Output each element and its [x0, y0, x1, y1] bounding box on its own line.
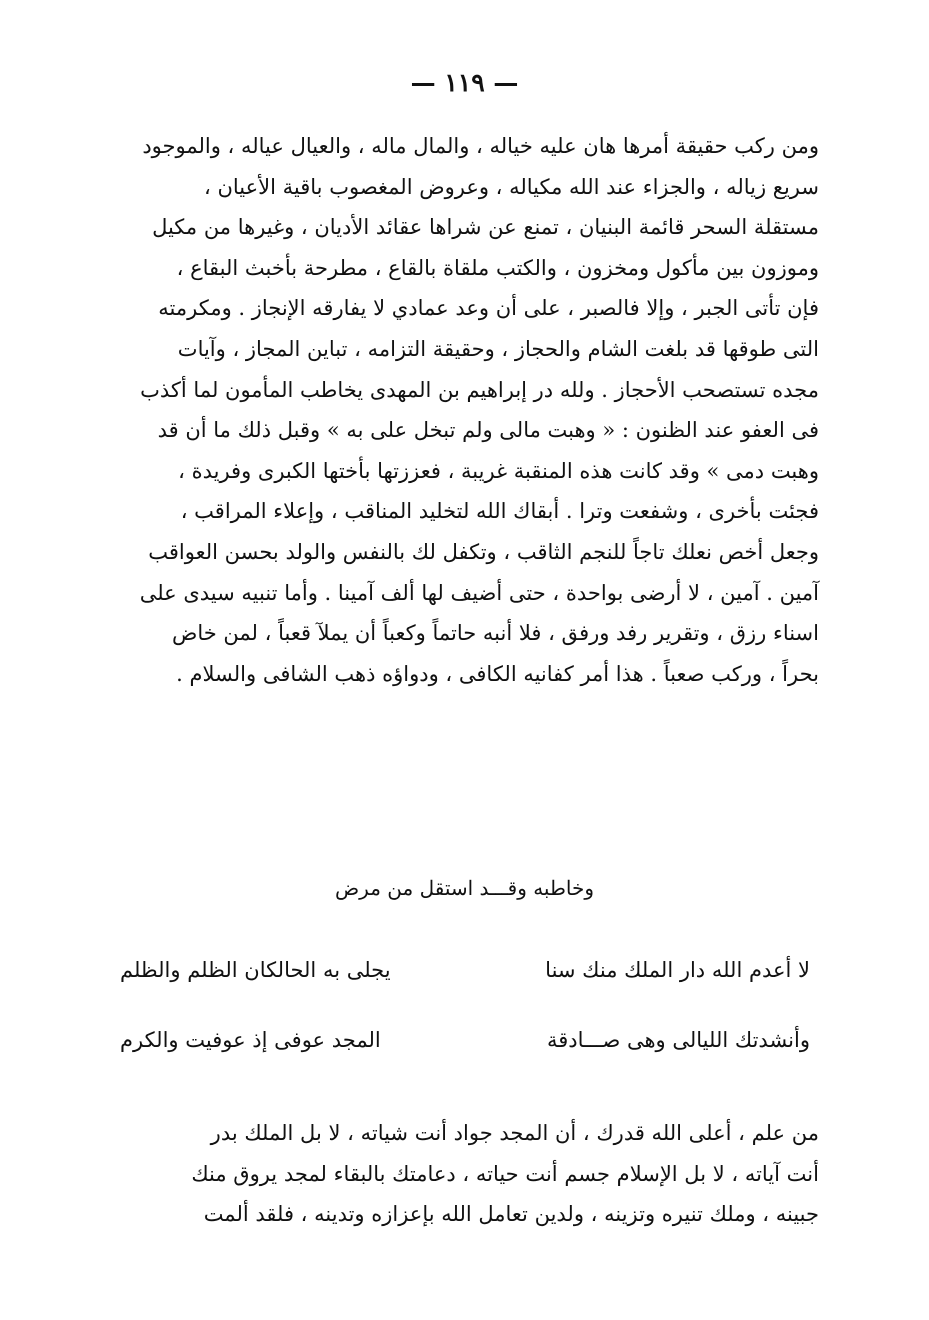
prose-line: فإن تأتى الجبر ، وإلا فالصبر ، على أن وعد عمادي لا يفارقه الإنجاز . ومكرمته	[158, 296, 819, 321]
prose-bottom	[109, 1113, 819, 1235]
prose-line: أنت آياته ، لا بل الإسلام جسم أنت حياته ، دعامتك بالبقاء لمجد يروق منك	[191, 1161, 819, 1186]
prose-line: وموزون بين مأكول ومخزون ، والكتب ملقاة بالقاع ، مطرحة بأخبث البقاع ،	[176, 255, 819, 280]
verse-second-hemistich: يجلى به الحالكان الظلم والظلم	[120, 958, 391, 982]
prose-line: فجئت بأخرى ، وشفعت وترا . أبقاك الله لتخليد المناقب ، وإعلاء المراقب ،	[180, 499, 819, 524]
prose-line: وهبت دمى » وقد كانت هذه المنقبة غريبة ، فعززتها بأختها الكبرى وفريدة ،	[178, 458, 819, 483]
prose-line: بحراً ، وركب صعباً . هذا أمر كفانيه الكافى ، ودواؤه ذهب الشافى والسلام .	[176, 661, 819, 686]
verse-second-hemistich: المجد عوفى إذ عوفيت والكرم	[120, 1028, 381, 1052]
prose-line: التى طوقها قد بلغت الشام والحجاز ، وحقيقة التزامه ، تباين المجاز ، وآيات	[177, 336, 819, 361]
prose-line: من علم ، أعلى الله قدرك ، أن المجد جواد أنت شياته ، لا بل الملك بدر	[210, 1121, 819, 1145]
verse-first-hemistich: وأنشدتك الليالى وهى صـــادقة	[546, 1028, 810, 1052]
verse-line	[120, 958, 810, 998]
verse-first-hemistich: لا أعدم الله دار الملك منك سنا	[545, 958, 810, 982]
prose-line: آمين . آمين ، لا أرضى بواحدة ، حتى أضيف لها ألف آمينا . وأما تنبيه سيدى على	[139, 580, 819, 605]
prose-line: ومن ركب حقيقة أمرها هان عليه خياله ، والمال ماله ، والعيال عياله ، والموجود	[142, 134, 819, 158]
prose-line: وجعل أخص نعلك تاجاً للنجم الثاقب ، وتكفل لك بالنفس والولد بحسن العواقب	[148, 539, 819, 564]
page-number: — ١١٩ —	[410, 68, 519, 97]
prose-line: مجده تستصحب الأحجاز . ولله در إبراهيم بن المهدى يخاطب المأمون لما أكذب	[140, 377, 819, 402]
verse-line	[120, 1028, 810, 1068]
prose-line: اسناء رزق ، وتقرير رفد ورفق ، فلا أنبه حاتماً وكعباً أن يملآ قعباً ، لمن خاض	[171, 621, 819, 646]
prose-line: فى العفو عند الظنون : « وهبت مالى ولم تبخل على به » وقبل ذلك ما أن قد	[157, 418, 819, 443]
poem-heading: وخاطبه وقـــد استقل من مرض	[335, 876, 594, 900]
prose-top	[109, 126, 819, 694]
prose-line: جبينه ، وملك تنيره وتزينه ، ولدين تعامل الله بإعزازه وتدينه ، فلقد ألمت	[203, 1202, 819, 1227]
prose-line: مستقلة السحر قائمة البنيان ، تمنع عن شراها عقائد الأديان ، وغيرها من مكيل	[152, 215, 819, 240]
prose-line: سريع زياله ، والجزاء عند الله مكياله ، وعروض المغصوب باقية الأعيان ،	[204, 174, 819, 199]
